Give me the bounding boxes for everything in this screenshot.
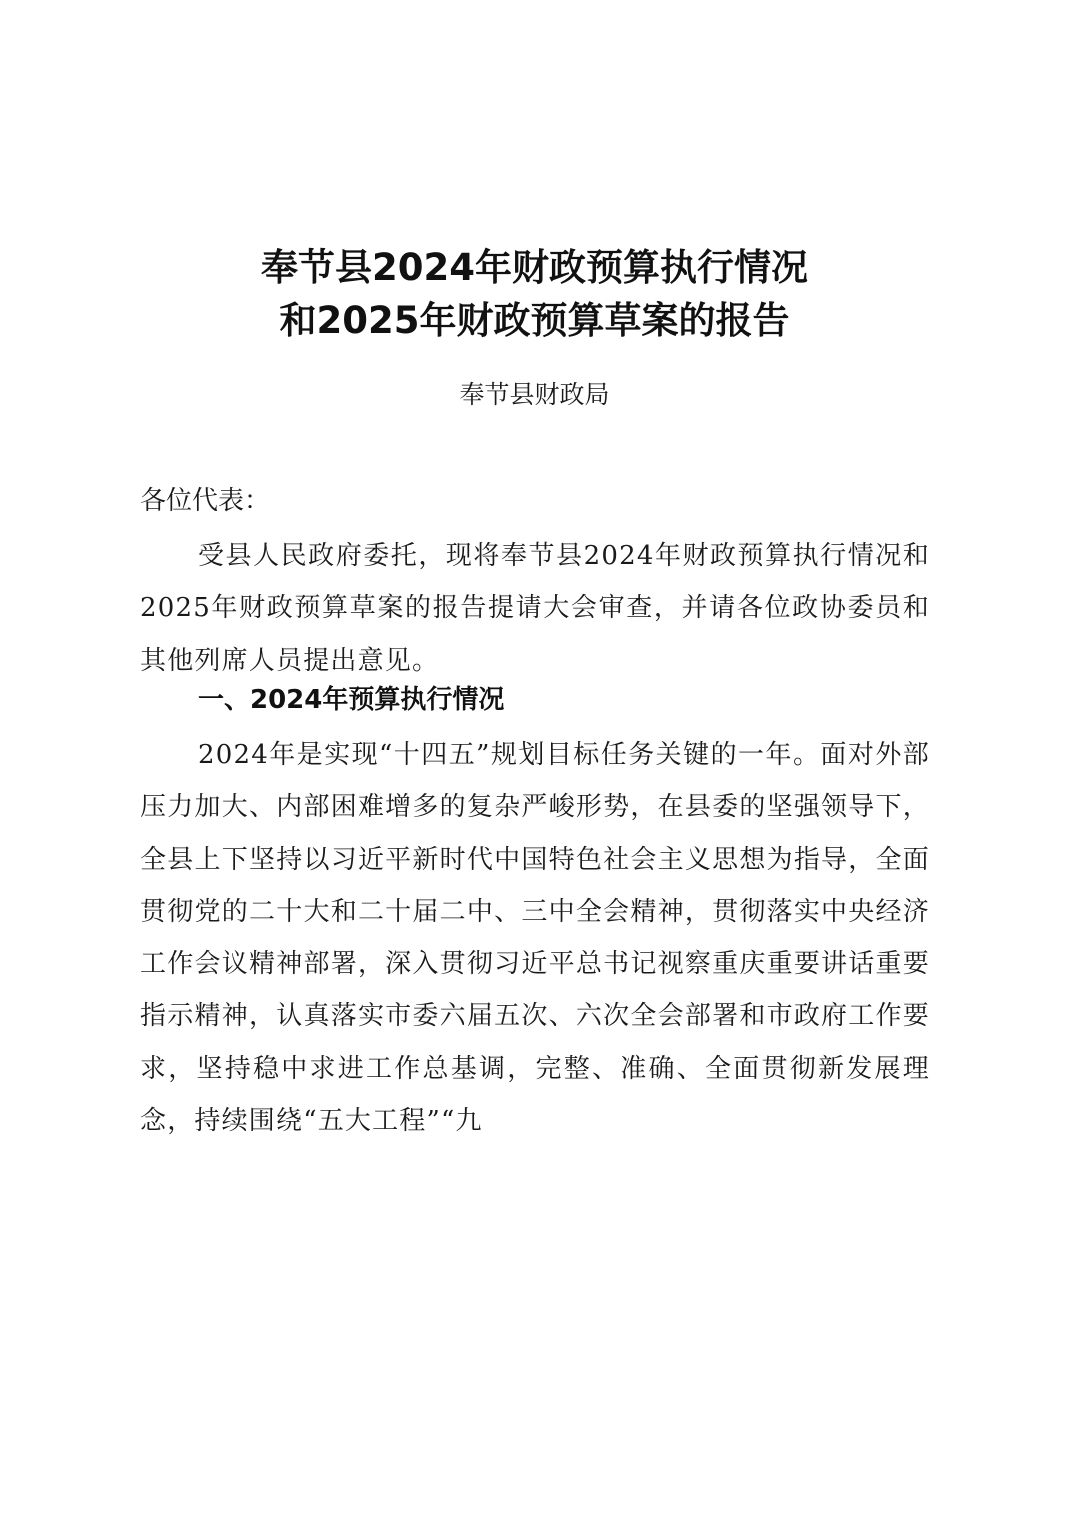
section-heading-budget-execution: 一、2024年预算执行情况 xyxy=(198,685,505,715)
salutation: 各位代表： xyxy=(140,486,271,516)
paragraph-budget-execution: 2024年是实现“十四五”规划目标任务关键的一年。面对外部压力加大、内部困难增多的复杂严峻形势，在县委的坚强领导下，全县上下坚持以习近平新时代中国特色社会主义思想为指导，全面贯彻党的二十大和二十届二中、三中全会精神，贯彻落实中央经济工作会议精神部署，深入贯彻习近平总书记视察重庆重要讲话重要指示精神，认真落实市委六届五次、六次全会部署和市政府工作要求，坚持稳中求进工作总基调，完整、准确、全面贯彻新发展理念，持续围绕“五大工程”“九 xyxy=(140,740,930,1137)
document-title-line-1: 奉节县2024年财政预算执行情况 xyxy=(261,246,808,289)
document-title-line-2: 和2025年财政预算草案的报告 xyxy=(279,299,790,342)
document-author: 奉节县财政局 xyxy=(459,380,610,409)
paragraph-intro: 受县人民政府委托，现将奉节县2024年财政预算执行情况和2025年财政预算草案的报告提请大会审查，并请各位政协委员和其他列席人员提出意见。 xyxy=(140,541,930,676)
